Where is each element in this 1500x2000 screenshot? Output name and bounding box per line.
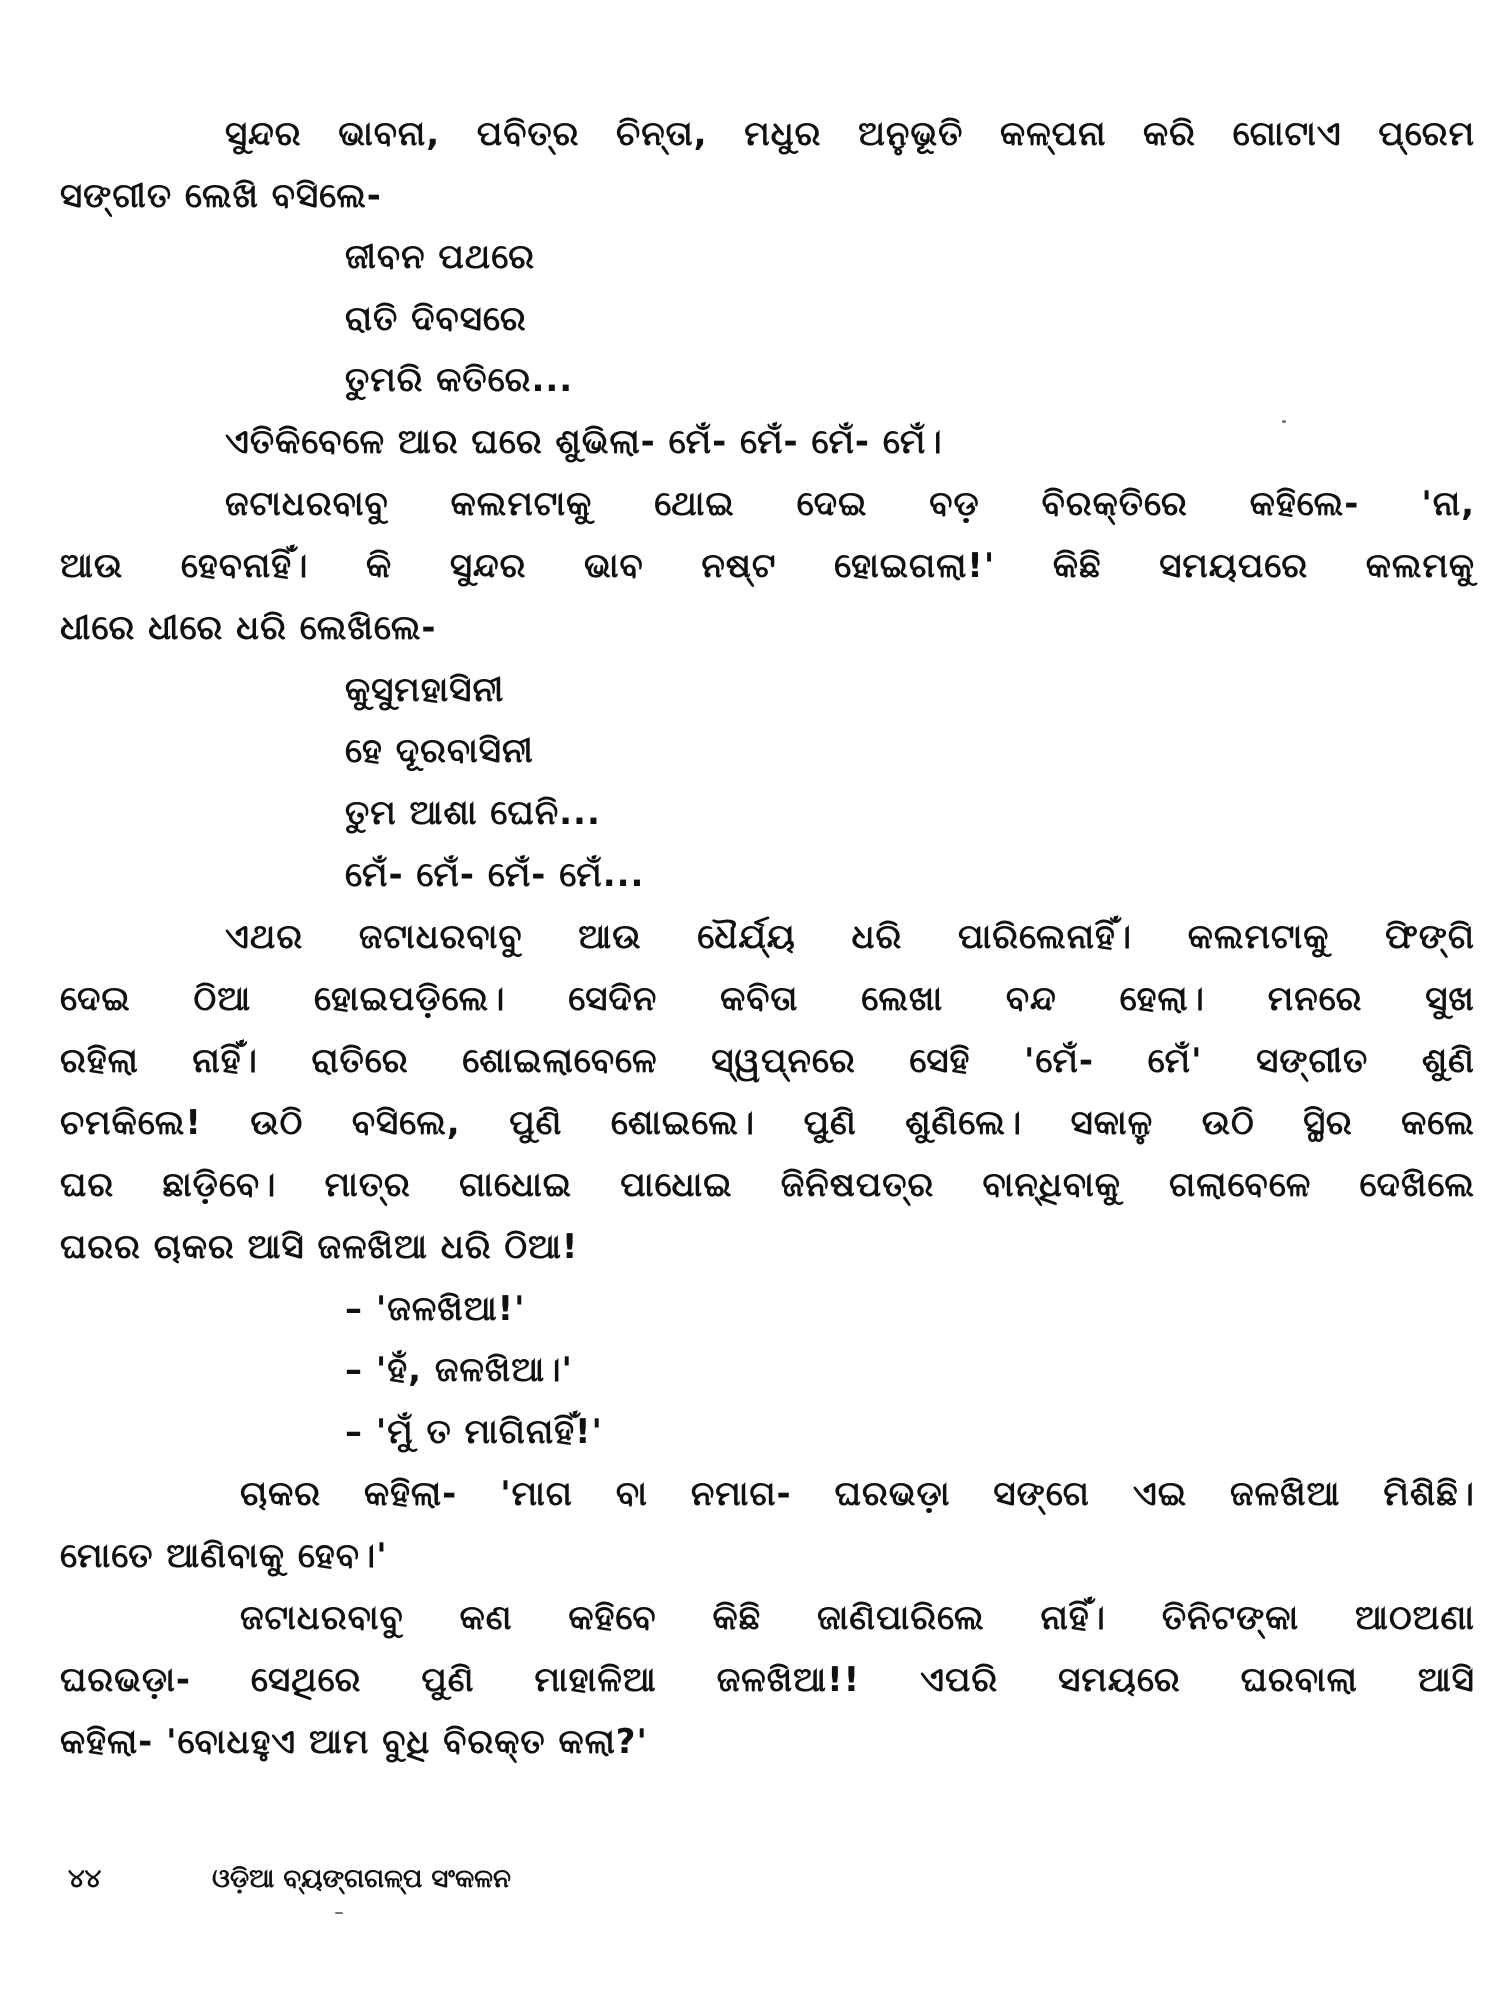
word: ଠିଆ xyxy=(193,979,252,1019)
word: ଆଉ xyxy=(60,546,124,586)
word: 'ମାଗ xyxy=(500,1474,573,1514)
verse-line-3: ତୁମରି କତିରେ... xyxy=(345,360,574,400)
word: ବା xyxy=(615,1474,648,1514)
text-line-8 xyxy=(60,544,1475,588)
word: କହିବେ xyxy=(568,1598,657,1638)
word: ହୋଇଗଲା!' xyxy=(834,546,996,586)
word: ମିଶିଛି। xyxy=(1383,1474,1475,1514)
text-line-23 xyxy=(240,1472,1475,1516)
word: ଗୋଟାଏ xyxy=(1232,114,1342,154)
word: ସମୟପରେ xyxy=(1159,546,1309,586)
word: ମେଁ' xyxy=(1147,1041,1203,1081)
word: କଲମଟାକୁ xyxy=(1187,917,1330,957)
word: ନାହିଁ। xyxy=(1040,1598,1106,1638)
word: ରହିଲା xyxy=(60,1041,139,1081)
word: ପାଧୋଇ xyxy=(620,1165,733,1205)
dialogue-line-2: – 'ହଁ, ଜଳଖିଆ।' xyxy=(345,1350,573,1390)
word: ଆଉ xyxy=(578,917,642,957)
text-line-15 xyxy=(60,977,1475,1021)
verse-line-4: କୁସୁମହାସିନୀ xyxy=(345,670,505,710)
word: ପାରିଲେନାହିଁ। xyxy=(958,917,1133,957)
word: ବାନ୍ଧିବାକୁ xyxy=(982,1165,1121,1205)
verse-line-5: ହେ ଦୂରବାସିନୀ xyxy=(345,731,534,771)
word: କଲେ xyxy=(1401,1103,1475,1143)
text-line-16 xyxy=(60,1039,1475,1083)
word: ବନ୍ଦ xyxy=(1005,979,1057,1019)
word: ଦେଖିଲେ xyxy=(1359,1165,1475,1205)
word: ସଙ୍ଗେ xyxy=(993,1474,1090,1514)
word: ବଡ଼ xyxy=(929,484,980,524)
word: ଲେଖା xyxy=(861,979,944,1019)
word: 'ମେଁ- xyxy=(1024,1041,1095,1081)
word: ସମୟରେ xyxy=(1058,1660,1181,1700)
word: ପବିତ୍ର xyxy=(476,114,580,154)
word: ନାହିଁ। xyxy=(192,1041,258,1081)
word: ଭାବ xyxy=(584,546,644,586)
word: ଏପରି xyxy=(920,1660,999,1700)
word: ବସିଲେ, xyxy=(351,1103,461,1143)
word: ଶୋଇଲେ। xyxy=(610,1103,756,1143)
word: ଥୋଇ xyxy=(654,484,735,524)
dialogue-line-1: – 'ଜଳଖିଆ!' xyxy=(345,1289,526,1329)
word: ରାତିରେ xyxy=(311,1041,409,1081)
word: ମାହାଳିଆ xyxy=(534,1660,657,1700)
page-number: ୪୪ xyxy=(68,1864,102,1894)
word: କଲମକୁ xyxy=(1365,546,1475,586)
word: ଜଳଖିଆ!! xyxy=(716,1660,861,1700)
word: କହିଲା- xyxy=(363,1474,458,1514)
text-line-7 xyxy=(225,482,1475,526)
verse-line-1: ଜୀବନ ପଥରେ xyxy=(345,237,536,277)
word: ଜଟାଧରବାବୁ xyxy=(240,1598,404,1638)
word: ହୋଇପଡ଼ିଲେ। xyxy=(313,979,506,1019)
word: ପ୍ରେମ xyxy=(1378,114,1475,154)
word: ସେଦିନ xyxy=(568,979,658,1019)
text-line-6: ଏତିକିବେଳେ ଆର ଘରେ ଶୁଭିଲା- ମେଁ- ମେଁ- ମେଁ- ମେଁ। xyxy=(225,422,943,462)
word: ସ୍ଥିର xyxy=(1303,1103,1353,1143)
word: ନଷ୍ଟ xyxy=(701,546,777,586)
word: ମଧୁର xyxy=(744,114,822,154)
word: ଅନୁଭୂତି xyxy=(858,114,964,154)
verse-line-6: ତୁମ ଆଶା ଘେନି... xyxy=(345,793,601,833)
word: କିଛି xyxy=(712,1598,762,1638)
word: ମନରେ xyxy=(1267,979,1363,1019)
word: ସକାଳୁ xyxy=(1070,1103,1154,1143)
dialogue-line-3: – 'ମୁଁ ତ ମାଗିନାହିଁ!' xyxy=(345,1412,603,1452)
verse-line-2: ରାତି ଦିବସରେ xyxy=(345,299,527,339)
word: ଦେଇ xyxy=(60,979,131,1019)
word: ଶୁଣିଲେ। xyxy=(905,1103,1023,1143)
word: ଜାଣିପାରିଲେ xyxy=(817,1598,985,1638)
word: ଜଟାଧରବାବୁ xyxy=(225,484,389,524)
word: ହେବନାହିଁ। xyxy=(180,546,309,586)
word: ଏଇ xyxy=(1132,1474,1188,1514)
scan-speck xyxy=(335,1912,343,1914)
word: ଉଠି xyxy=(1201,1103,1255,1143)
word: ଭାବନା, xyxy=(338,114,441,154)
word: ଉଠି xyxy=(250,1103,304,1143)
word: ଶୋଇଲାବେଳେ xyxy=(462,1041,658,1081)
word: କରି xyxy=(1143,114,1196,154)
text-line-2: ସଙ୍ଗୀତ ଲେଖି ବସିଲେ- xyxy=(60,176,382,216)
word: କଳ୍ପନା xyxy=(999,114,1107,154)
word: 'ନା, xyxy=(1421,484,1475,524)
text-line-24: ମୋତେ ଆଣିବାକୁ ହେବ।' xyxy=(60,1536,388,1576)
word: ଫିଙ୍ଗି xyxy=(1385,917,1475,957)
word: ଚମକିଲେ! xyxy=(60,1103,202,1143)
word: ପୁଣି xyxy=(509,1103,563,1143)
word: ସୁନ୍ଦର xyxy=(449,546,527,586)
word: ସୁନ୍ଦର xyxy=(225,114,302,154)
word: କି xyxy=(366,546,393,586)
word: କହିଲେ- xyxy=(1249,484,1360,524)
word: ସେଥିରେ xyxy=(250,1660,362,1700)
text-line-9: ଧୀରେ ଧୀରେ ଧରି ଲେଖିଲେ- xyxy=(60,608,437,648)
text-line-14 xyxy=(225,915,1475,959)
book-title: ଓଡ଼ିଆ ବ୍ୟଙ୍ଗଗଳ୍ପ ସଂକଳନ xyxy=(212,1864,511,1894)
word: ଗାଧୋଇ xyxy=(459,1165,573,1205)
word: ନମାଗ- xyxy=(690,1474,792,1514)
text-line-18 xyxy=(60,1163,1475,1207)
word: ଦେଇ xyxy=(796,484,868,524)
word: ଘର xyxy=(60,1165,115,1205)
word: ଜିନିଷପତ୍ର xyxy=(780,1165,935,1205)
scan-speck xyxy=(1282,420,1286,423)
word: ଘରଭଡ଼ା- xyxy=(60,1660,191,1700)
word: ଧୈର୍ଯ୍ୟ xyxy=(697,917,796,957)
word: ବିରକ୍ତିରେ xyxy=(1041,484,1188,524)
word: କଲମଟାକୁ xyxy=(450,484,593,524)
word: ପୁଣି xyxy=(803,1103,857,1143)
word: ସଙ୍ଗୀତ xyxy=(1256,1041,1369,1081)
word: ଗଲାବେଳେ xyxy=(1169,1165,1312,1205)
word: ସୁଖ xyxy=(1425,979,1475,1019)
word: ପୁଣି xyxy=(421,1660,475,1700)
word: ଚାକର xyxy=(240,1474,321,1514)
word: କିଛି xyxy=(1052,546,1102,586)
word: କଣ xyxy=(459,1598,513,1638)
word: ଶୁଣି xyxy=(1421,1041,1475,1081)
word: ମାତ୍ର xyxy=(324,1165,411,1205)
word: ଧରି xyxy=(851,917,903,957)
word: ହେଲା। xyxy=(1119,979,1205,1019)
text-line-19: ଘରର ଚାକର ଆସି ଜଳଖିଆ ଧରି ଠିଆ! xyxy=(60,1227,579,1267)
word: ଆସି xyxy=(1417,1660,1475,1700)
word: ଜଟାଧରବାବୁ xyxy=(358,917,523,957)
word: ତିନିଟଙ୍କା xyxy=(1161,1598,1300,1638)
word: ସ୍ୱପ୍ନରେ xyxy=(711,1041,856,1081)
word: ଘରବାଲା xyxy=(1240,1660,1358,1700)
word: କବିତା xyxy=(720,979,799,1019)
text-line-26 xyxy=(60,1658,1475,1702)
word: ଚିନ୍ତା, xyxy=(616,114,708,154)
verse-line-7: ମେଁ- ମେଁ- ମେଁ- ମେଁ... xyxy=(345,855,645,895)
text-line-1 xyxy=(225,112,1475,156)
word: ଘରଭଡ଼ା xyxy=(834,1474,951,1514)
text-line-25 xyxy=(240,1596,1475,1640)
word: ଜଳଖିଆ xyxy=(1230,1474,1341,1514)
text-line-17 xyxy=(60,1101,1475,1145)
word: ଏଥର xyxy=(225,917,304,957)
word: ଆଠଅଣା xyxy=(1355,1598,1475,1638)
word: ସେହି xyxy=(909,1041,971,1081)
text-line-27: କହିଲା- 'ବୋଧହୁଏ ଆମ ବୁଧି ବିରକ୍ତ କଲା?' xyxy=(60,1722,648,1762)
word: ଛାଡ଼ିବେ। xyxy=(162,1165,277,1205)
